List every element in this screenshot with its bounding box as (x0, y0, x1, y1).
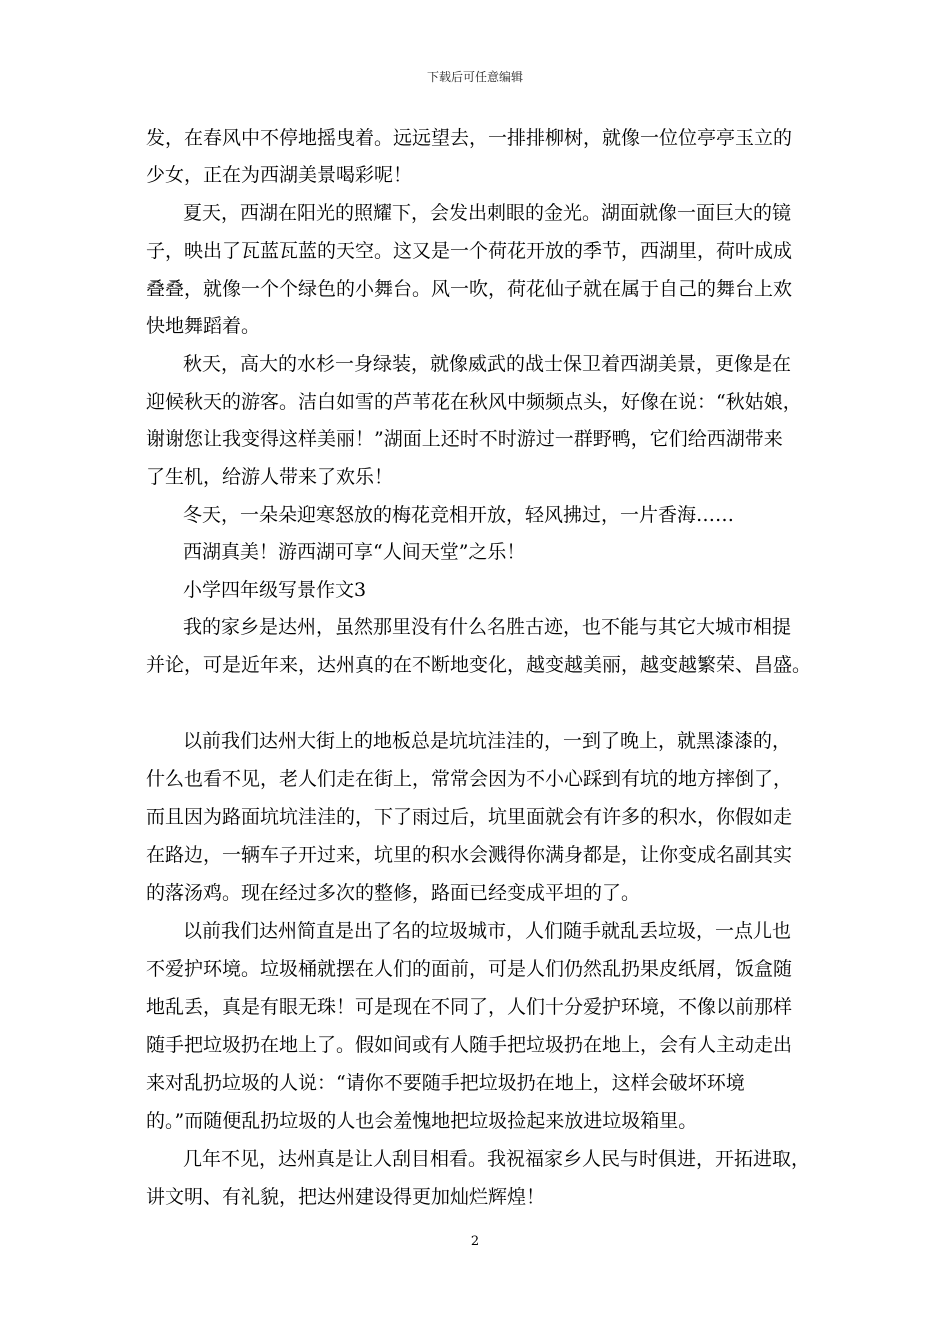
text-line: 发，在春风中不停地摇曳着。远远望去，一排排柳树，就像一位位亭亭玉立的 (146, 127, 793, 149)
text-line: 以前我们达州简直是出了名的垃圾城市，人们随手就乱丢垃圾，一点儿也 (183, 920, 792, 942)
text-line: 快地舞蹈着。 (146, 315, 261, 337)
text-line: 我的家乡是达州，虽然那里没有什么名胜古迹，也不能与其它大城市相提 (183, 616, 792, 638)
text-line: 讲文明、有礼貌，把达州建设得更加灿烂辉煌！ (146, 1186, 546, 1208)
text-line: 叠叠，就像一个个绿色的小舞台。风一吹，荷花仙子就在属于自己的舞台上欢 (146, 278, 793, 300)
text-line: 夏天，西湖在阳光的照耀下，会发出刺眼的金光。湖面就像一面巨大的镜 (183, 202, 792, 224)
page-number: 2 (470, 1234, 480, 1249)
text-line: 谢谢您让我变得这样美丽！”湖面上还时不时游过一群野鸭，它们给西湖带来 (146, 428, 783, 450)
text-line: 西湖真美！游西湖可享“人间天堂”之乐！ (183, 541, 526, 563)
text-line: 在路边，一辆车子开过来，坑里的积水会溅得你满身都是，让你变成名副其实 (146, 844, 793, 866)
text-line: 随手把垃圾扔在地上了。假如间或有人随手把垃圾扔在地上，会有人主动走出 (146, 1034, 793, 1056)
text-line: 少女，正在为西湖美景喝彩呢！ (146, 164, 413, 186)
text-line: 子，映出了瓦蓝瓦蓝的天空。这又是一个荷花开放的季节，西湖里，荷叶成成 (146, 240, 793, 262)
text-line: 而且因为路面坑坑洼洼的，下了雨过后，坑里面就会有许多的积水，你假如走 (146, 806, 793, 828)
text-line: 什么也看不见，老人们走在街上，常常会因为不小心踩到有坑的地方摔倒了， (146, 768, 793, 790)
section-title: 小学四年级写景作文3 (183, 579, 367, 601)
page-header: 下载后可任意编辑 (426, 70, 523, 84)
text-line: 来对乱扔垃圾的人说：“请你不要随手把垃圾扔在地上，这样会破坏环境 (146, 1072, 745, 1094)
text-line: 的落汤鸡。现在经过多次的整修，路面已经变成平坦的了。 (146, 882, 641, 904)
text-line: 冬天，一朵朵迎寒怒放的梅花竞相开放，轻风拂过，一片香海…… (183, 504, 735, 526)
text-line: 并论，可是近年来，达州真的在不断地变化，越变越美丽，越变越繁荣、昌盛。 (146, 654, 812, 676)
text-line: 秋天，高大的水杉一身绿装，就像威武的战士保卫着西湖美景，更像是在 (183, 353, 792, 375)
text-line: 的。”而随便乱扔垃圾的人也会羞愧地把垃圾捡起来放进垃圾箱里。 (146, 1110, 698, 1132)
text-line: 不爱护环境。垃圾桶就摆在人们的面前，可是人们仍然乱扔果皮纸屑，饭盒随 (146, 958, 793, 980)
text-line: 几年不见，达州真是让人刮目相看。我祝福家乡人民与时俱进，开拓进取， (183, 1148, 811, 1170)
text-line: 以前我们达州大街上的地板总是坑坑洼洼的，一到了晚上，就黑漆漆的， (183, 730, 792, 752)
text-line: 迎候秋天的游客。洁白如雪的芦苇花在秋风中频频点头，好像在说：“秋姑娘， (146, 391, 802, 413)
text-line: 了生机，给游人带来了欢乐！ (146, 466, 394, 488)
text-line: 地乱丢，真是有眼无珠！可是现在不同了，人们十分爱护环境，不像以前那样 (146, 996, 793, 1018)
